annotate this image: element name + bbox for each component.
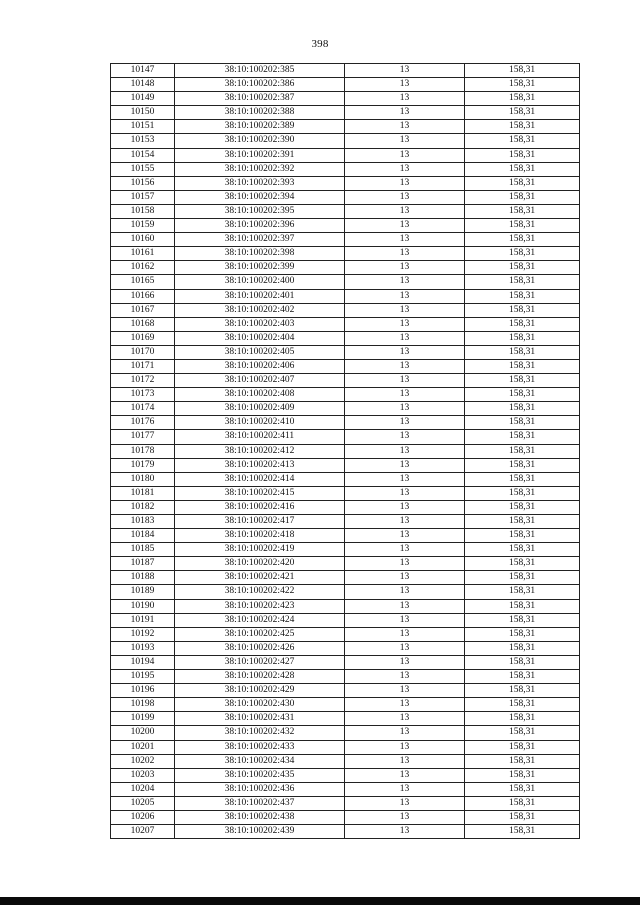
row-number-cell: 10178: [111, 444, 175, 458]
cadastral-number-cell: 38:10:100202:402: [175, 303, 345, 317]
row-number-cell: 10193: [111, 641, 175, 655]
row-number-cell: 10161: [111, 247, 175, 261]
quantity-cell: 13: [345, 204, 465, 218]
table-row: [111, 585, 580, 599]
table-row: [111, 289, 580, 303]
quantity-cell: 13: [345, 261, 465, 275]
quantity-cell: 13: [345, 655, 465, 669]
table-row: [111, 345, 580, 359]
value-cell: 158,31: [465, 670, 580, 684]
cadastral-number-cell: 38:10:100202:419: [175, 543, 345, 557]
table-row: [111, 106, 580, 120]
row-number-cell: 10167: [111, 303, 175, 317]
row-number-cell: 10202: [111, 754, 175, 768]
row-number-cell: 10207: [111, 825, 175, 839]
cadastral-number-cell: 38:10:100202:407: [175, 374, 345, 388]
cadastral-number-cell: 38:10:100202:427: [175, 655, 345, 669]
table-row: [111, 120, 580, 134]
row-number-cell: 10149: [111, 92, 175, 106]
table-row: [111, 571, 580, 585]
cadastral-number-cell: 38:10:100202:395: [175, 204, 345, 218]
parcel-table-body: [111, 64, 580, 839]
row-number-cell: 10159: [111, 219, 175, 233]
table-row: [111, 655, 580, 669]
cadastral-number-cell: 38:10:100202:436: [175, 782, 345, 796]
cadastral-number-cell: 38:10:100202:401: [175, 289, 345, 303]
quantity-cell: 13: [345, 810, 465, 824]
value-cell: 158,31: [465, 148, 580, 162]
page-number: 398: [311, 38, 329, 50]
cadastral-number-cell: 38:10:100202:432: [175, 726, 345, 740]
value-cell: 158,31: [465, 571, 580, 585]
quantity-cell: 13: [345, 472, 465, 486]
value-cell: 158,31: [465, 796, 580, 810]
row-number-cell: 10192: [111, 627, 175, 641]
row-number-cell: 10182: [111, 500, 175, 514]
quantity-cell: 13: [345, 726, 465, 740]
table-row: [111, 684, 580, 698]
table-row: [111, 134, 580, 148]
quantity-cell: 13: [345, 289, 465, 303]
value-cell: 158,31: [465, 444, 580, 458]
cadastral-number-cell: 38:10:100202:385: [175, 64, 345, 78]
value-cell: 158,31: [465, 458, 580, 472]
quantity-cell: 13: [345, 543, 465, 557]
quantity-cell: 13: [345, 627, 465, 641]
cadastral-number-cell: 38:10:100202:399: [175, 261, 345, 275]
value-cell: 158,31: [465, 303, 580, 317]
value-cell: 158,31: [465, 134, 580, 148]
row-number-cell: 10165: [111, 275, 175, 289]
row-number-cell: 10154: [111, 148, 175, 162]
table-row: [111, 176, 580, 190]
table-row: [111, 402, 580, 416]
cadastral-number-cell: 38:10:100202:433: [175, 740, 345, 754]
row-number-cell: 10177: [111, 430, 175, 444]
quantity-cell: 13: [345, 557, 465, 571]
quantity-cell: 13: [345, 458, 465, 472]
row-number-cell: 10185: [111, 543, 175, 557]
row-number-cell: 10148: [111, 78, 175, 92]
cadastral-number-cell: 38:10:100202:393: [175, 176, 345, 190]
quantity-cell: 13: [345, 782, 465, 796]
quantity-cell: 13: [345, 331, 465, 345]
table-row: [111, 458, 580, 472]
quantity-cell: 13: [345, 190, 465, 204]
row-number-cell: 10155: [111, 162, 175, 176]
row-number-cell: 10203: [111, 768, 175, 782]
quantity-cell: 13: [345, 515, 465, 529]
value-cell: 158,31: [465, 402, 580, 416]
row-number-cell: 10191: [111, 613, 175, 627]
cadastral-number-cell: 38:10:100202:391: [175, 148, 345, 162]
value-cell: 158,31: [465, 641, 580, 655]
quantity-cell: 13: [345, 247, 465, 261]
quantity-cell: 13: [345, 641, 465, 655]
value-cell: 158,31: [465, 247, 580, 261]
value-cell: 158,31: [465, 740, 580, 754]
quantity-cell: 13: [345, 754, 465, 768]
cadastral-number-cell: 38:10:100202:431: [175, 712, 345, 726]
quantity-cell: 13: [345, 233, 465, 247]
cadastral-number-cell: 38:10:100202:422: [175, 585, 345, 599]
value-cell: 158,31: [465, 754, 580, 768]
cadastral-number-cell: 38:10:100202:389: [175, 120, 345, 134]
value-cell: 158,31: [465, 92, 580, 106]
table-row: [111, 317, 580, 331]
cadastral-number-cell: 38:10:100202:405: [175, 345, 345, 359]
table-row: [111, 275, 580, 289]
value-cell: 158,31: [465, 655, 580, 669]
quantity-cell: 13: [345, 486, 465, 500]
row-number-cell: 10173: [111, 388, 175, 402]
row-number-cell: 10166: [111, 289, 175, 303]
value-cell: 158,31: [465, 613, 580, 627]
table-row: [111, 754, 580, 768]
quantity-cell: 13: [345, 571, 465, 585]
quantity-cell: 13: [345, 92, 465, 106]
value-cell: 158,31: [465, 106, 580, 120]
row-number-cell: 10205: [111, 796, 175, 810]
value-cell: 158,31: [465, 416, 580, 430]
table-row: [111, 388, 580, 402]
row-number-cell: 10184: [111, 529, 175, 543]
value-cell: 158,31: [465, 289, 580, 303]
cadastral-number-cell: 38:10:100202:390: [175, 134, 345, 148]
value-cell: 158,31: [465, 486, 580, 500]
quantity-cell: 13: [345, 388, 465, 402]
table-row: [111, 529, 580, 543]
table-row: [111, 627, 580, 641]
quantity-cell: 13: [345, 684, 465, 698]
row-number-cell: 10172: [111, 374, 175, 388]
value-cell: 158,31: [465, 557, 580, 571]
quantity-cell: 13: [345, 825, 465, 839]
table-row: [111, 782, 580, 796]
cadastral-number-cell: 38:10:100202:423: [175, 599, 345, 613]
cadastral-number-cell: 38:10:100202:438: [175, 810, 345, 824]
quantity-cell: 13: [345, 134, 465, 148]
value-cell: 158,31: [465, 543, 580, 557]
value-cell: 158,31: [465, 810, 580, 824]
quantity-cell: 13: [345, 176, 465, 190]
row-number-cell: 10195: [111, 670, 175, 684]
row-number-cell: 10150: [111, 106, 175, 120]
value-cell: 158,31: [465, 529, 580, 543]
quantity-cell: 13: [345, 106, 465, 120]
quantity-cell: 13: [345, 585, 465, 599]
row-number-cell: 10183: [111, 515, 175, 529]
table-row: [111, 219, 580, 233]
value-cell: 158,31: [465, 585, 580, 599]
row-number-cell: 10187: [111, 557, 175, 571]
value-cell: 158,31: [465, 599, 580, 613]
table-row: [111, 303, 580, 317]
value-cell: 158,31: [465, 500, 580, 514]
table-row: [111, 796, 580, 810]
row-number-cell: 10206: [111, 810, 175, 824]
quantity-cell: 13: [345, 219, 465, 233]
cadastral-number-cell: 38:10:100202:406: [175, 359, 345, 373]
table-row: [111, 359, 580, 373]
table-row: [111, 444, 580, 458]
value-cell: 158,31: [465, 782, 580, 796]
table-row: [111, 233, 580, 247]
row-number-cell: 10179: [111, 458, 175, 472]
quantity-cell: 13: [345, 500, 465, 514]
quantity-cell: 13: [345, 78, 465, 92]
table-row: [111, 148, 580, 162]
value-cell: 158,31: [465, 317, 580, 331]
value-cell: 158,31: [465, 768, 580, 782]
row-number-cell: 10190: [111, 599, 175, 613]
value-cell: 158,31: [465, 825, 580, 839]
row-number-cell: 10158: [111, 204, 175, 218]
value-cell: 158,31: [465, 261, 580, 275]
quantity-cell: 13: [345, 698, 465, 712]
row-number-cell: 10188: [111, 571, 175, 585]
row-number-cell: 10168: [111, 317, 175, 331]
value-cell: 158,31: [465, 698, 580, 712]
value-cell: 158,31: [465, 430, 580, 444]
value-cell: 158,31: [465, 472, 580, 486]
table-row: [111, 825, 580, 839]
row-number-cell: 10151: [111, 120, 175, 134]
row-number-cell: 10147: [111, 64, 175, 78]
cadastral-number-cell: 38:10:100202:400: [175, 275, 345, 289]
cadastral-number-cell: 38:10:100202:404: [175, 331, 345, 345]
table-row: [111, 515, 580, 529]
table-row: [111, 472, 580, 486]
cadastral-number-cell: 38:10:100202:418: [175, 529, 345, 543]
quantity-cell: 13: [345, 416, 465, 430]
value-cell: 158,31: [465, 331, 580, 345]
table-row: [111, 810, 580, 824]
value-cell: 158,31: [465, 374, 580, 388]
value-cell: 158,31: [465, 219, 580, 233]
value-cell: 158,31: [465, 162, 580, 176]
row-number-cell: 10171: [111, 359, 175, 373]
value-cell: 158,31: [465, 345, 580, 359]
row-number-cell: 10157: [111, 190, 175, 204]
row-number-cell: 10194: [111, 655, 175, 669]
cadastral-number-cell: 38:10:100202:386: [175, 78, 345, 92]
table-row: [111, 204, 580, 218]
quantity-cell: 13: [345, 162, 465, 176]
cadastral-number-cell: 38:10:100202:387: [175, 92, 345, 106]
cadastral-number-cell: 38:10:100202:413: [175, 458, 345, 472]
row-number-cell: 10170: [111, 345, 175, 359]
value-cell: 158,31: [465, 712, 580, 726]
quantity-cell: 13: [345, 303, 465, 317]
value-cell: 158,31: [465, 120, 580, 134]
cadastral-number-cell: 38:10:100202:426: [175, 641, 345, 655]
quantity-cell: 13: [345, 345, 465, 359]
value-cell: 158,31: [465, 726, 580, 740]
value-cell: 158,31: [465, 275, 580, 289]
table-row: [111, 247, 580, 261]
quantity-cell: 13: [345, 120, 465, 134]
row-number-cell: 10198: [111, 698, 175, 712]
cadastral-number-cell: 38:10:100202:435: [175, 768, 345, 782]
cadastral-number-cell: 38:10:100202:414: [175, 472, 345, 486]
cadastral-number-cell: 38:10:100202:392: [175, 162, 345, 176]
cadastral-number-cell: 38:10:100202:420: [175, 557, 345, 571]
table-row: [111, 670, 580, 684]
quantity-cell: 13: [345, 444, 465, 458]
quantity-cell: 13: [345, 317, 465, 331]
cadastral-number-cell: 38:10:100202:398: [175, 247, 345, 261]
value-cell: 158,31: [465, 78, 580, 92]
cadastral-number-cell: 38:10:100202:430: [175, 698, 345, 712]
quantity-cell: 13: [345, 712, 465, 726]
quantity-cell: 13: [345, 359, 465, 373]
cadastral-number-cell: 38:10:100202:397: [175, 233, 345, 247]
table-row: [111, 500, 580, 514]
cadastral-number-cell: 38:10:100202:421: [175, 571, 345, 585]
value-cell: 158,31: [465, 204, 580, 218]
table-row: [111, 726, 580, 740]
cadastral-number-cell: 38:10:100202:408: [175, 388, 345, 402]
cadastral-number-cell: 38:10:100202:425: [175, 627, 345, 641]
table-row: [111, 64, 580, 78]
row-number-cell: 10181: [111, 486, 175, 500]
quantity-cell: 13: [345, 148, 465, 162]
cadastral-number-cell: 38:10:100202:410: [175, 416, 345, 430]
table-row: [111, 374, 580, 388]
table-row: [111, 261, 580, 275]
quantity-cell: 13: [345, 613, 465, 627]
parcel-table: [110, 63, 580, 839]
cadastral-number-cell: 38:10:100202:394: [175, 190, 345, 204]
scan-edge-bar: [0, 897, 640, 905]
value-cell: 158,31: [465, 233, 580, 247]
row-number-cell: 10180: [111, 472, 175, 486]
quantity-cell: 13: [345, 402, 465, 416]
cadastral-number-cell: 38:10:100202:396: [175, 219, 345, 233]
row-number-cell: 10174: [111, 402, 175, 416]
quantity-cell: 13: [345, 275, 465, 289]
table-row: [111, 92, 580, 106]
table-row: [111, 416, 580, 430]
quantity-cell: 13: [345, 599, 465, 613]
cadastral-number-cell: 38:10:100202:424: [175, 613, 345, 627]
row-number-cell: 10201: [111, 740, 175, 754]
row-number-cell: 10169: [111, 331, 175, 345]
quantity-cell: 13: [345, 768, 465, 782]
table-row: [111, 613, 580, 627]
cadastral-number-cell: 38:10:100202:412: [175, 444, 345, 458]
cadastral-number-cell: 38:10:100202:388: [175, 106, 345, 120]
cadastral-number-cell: 38:10:100202:417: [175, 515, 345, 529]
quantity-cell: 13: [345, 796, 465, 810]
cadastral-number-cell: 38:10:100202:411: [175, 430, 345, 444]
row-number-cell: 10176: [111, 416, 175, 430]
quantity-cell: 13: [345, 374, 465, 388]
table-row: [111, 740, 580, 754]
value-cell: 158,31: [465, 684, 580, 698]
quantity-cell: 13: [345, 670, 465, 684]
cadastral-number-cell: 38:10:100202:403: [175, 317, 345, 331]
cadastral-number-cell: 38:10:100202:415: [175, 486, 345, 500]
row-number-cell: 10200: [111, 726, 175, 740]
row-number-cell: 10156: [111, 176, 175, 190]
table-row: [111, 641, 580, 655]
table-row: [111, 768, 580, 782]
value-cell: 158,31: [465, 515, 580, 529]
row-number-cell: 10189: [111, 585, 175, 599]
table-row: [111, 78, 580, 92]
row-number-cell: 10196: [111, 684, 175, 698]
table-row: [111, 331, 580, 345]
cadastral-number-cell: 38:10:100202:439: [175, 825, 345, 839]
quantity-cell: 13: [345, 430, 465, 444]
cadastral-number-cell: 38:10:100202:429: [175, 684, 345, 698]
value-cell: 158,31: [465, 190, 580, 204]
table-row: [111, 486, 580, 500]
table-row: [111, 162, 580, 176]
table-row: [111, 712, 580, 726]
table-row: [111, 543, 580, 557]
quantity-cell: 13: [345, 740, 465, 754]
table-row: [111, 430, 580, 444]
row-number-cell: 10199: [111, 712, 175, 726]
table-row: [111, 557, 580, 571]
cadastral-number-cell: 38:10:100202:434: [175, 754, 345, 768]
cadastral-number-cell: 38:10:100202:409: [175, 402, 345, 416]
cadastral-number-cell: 38:10:100202:416: [175, 500, 345, 514]
row-number-cell: 10204: [111, 782, 175, 796]
value-cell: 158,31: [465, 359, 580, 373]
value-cell: 158,31: [465, 176, 580, 190]
quantity-cell: 13: [345, 529, 465, 543]
value-cell: 158,31: [465, 627, 580, 641]
table-row: [111, 190, 580, 204]
table-row: [111, 698, 580, 712]
value-cell: 158,31: [465, 388, 580, 402]
table-row: [111, 599, 580, 613]
row-number-cell: 10160: [111, 233, 175, 247]
row-number-cell: 10162: [111, 261, 175, 275]
cadastral-number-cell: 38:10:100202:428: [175, 670, 345, 684]
quantity-cell: 13: [345, 64, 465, 78]
value-cell: 158,31: [465, 64, 580, 78]
cadastral-number-cell: 38:10:100202:437: [175, 796, 345, 810]
row-number-cell: 10153: [111, 134, 175, 148]
